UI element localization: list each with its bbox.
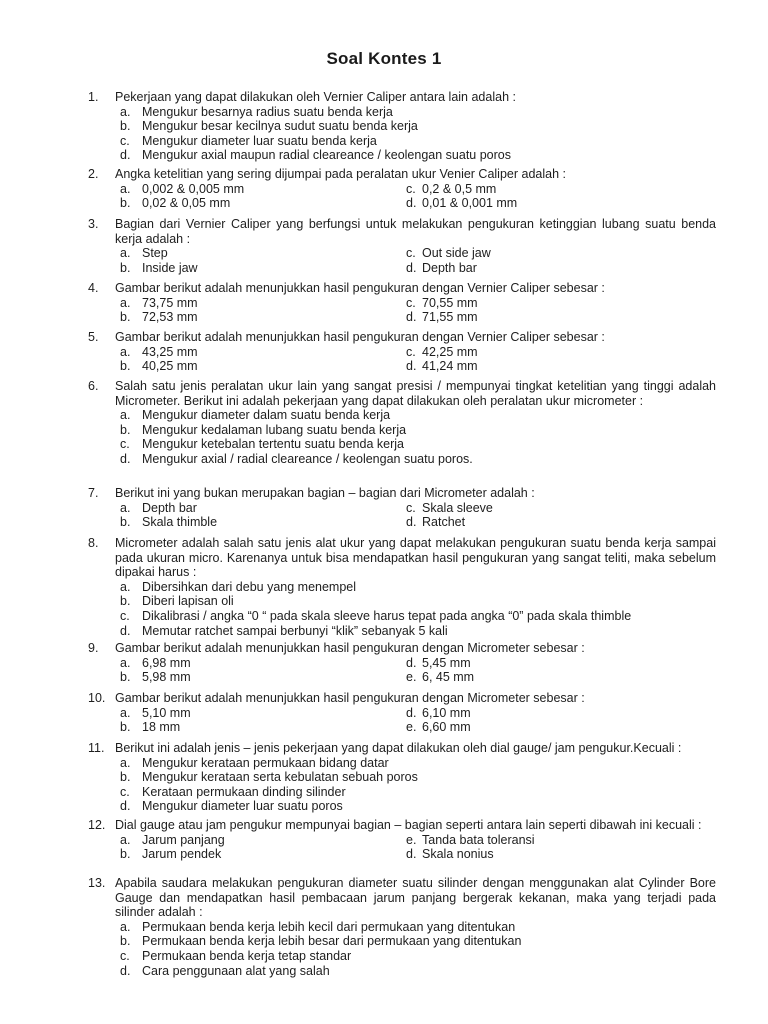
option: c. Kerataan permukaan dinding silinder [120, 784, 346, 799]
option: d. Mengukur diameter luar suatu poros [120, 799, 343, 814]
question-number: 4. [88, 281, 99, 295]
option: a. Permukaan benda kerja lebih kecil dari permukaan yang ditentukan [120, 919, 516, 934]
option: c. Permukaan benda kerja tetap standar [120, 948, 352, 963]
question-4 [88, 281, 716, 325]
question-text: Dial gauge atau jam pengukur mempunyai bagian – bagian seperti antara lain seperti dibawah ini kecuali : [115, 818, 702, 832]
option-row: a. Jarum panjang e. Tanda bata toleransi [120, 832, 535, 847]
question-number: 2. [88, 167, 99, 181]
option: d. Mengukur axial maupun radial cleareance / keolengan suatu poros [120, 148, 511, 163]
question-number: 8. [88, 536, 99, 550]
option: c. Mengukur diameter luar suatu benda kerja [120, 133, 377, 148]
question-number: 12. [88, 818, 106, 832]
question-text: Bagian dari Vernier Caliper yang berfungsi untuk melakukan pengukuran ketinggian lubang suatu benda kerja adalah : [115, 217, 716, 246]
option-row: a. 0,002 & 0,005 mm c. 0,2 & 0,5 mm [120, 181, 497, 196]
option: a. Mengukur diameter dalam suatu benda kerja [120, 408, 391, 423]
option-row: a. Depth bar c. Skala sleeve [120, 500, 493, 515]
option: b. Permukaan benda kerja lebih besar dari permukaan yang ditentukan [120, 934, 522, 949]
question-number: 13. [88, 876, 106, 890]
question-9 [88, 641, 716, 685]
option-row: a. 6,98 mm d. 5,45 mm [120, 655, 471, 670]
question-number: 6. [88, 379, 99, 393]
option-row: a. 5,10 mm d. 6,10 mm [120, 705, 471, 720]
question-number: 7. [88, 486, 99, 500]
option: b. Mengukur besar kecilnya sudut suatu benda kerja [120, 119, 418, 134]
option: d. Memutar ratchet sampai berbunyi “klik” sebanyak 5 kali [120, 623, 448, 638]
option-row: a. 43,25 mm c. 42,25 mm [120, 344, 478, 359]
option-row: b. 5,98 mm e. 6, 45 mm [120, 670, 475, 685]
option-row: b. 40,25 mm d. 41,24 mm [120, 359, 478, 374]
option-row: b. Skala thimble d. Ratchet [120, 515, 466, 530]
question-5 [88, 330, 716, 374]
question-10 [88, 691, 716, 735]
option: a. Mengukur besarnya radius suatu benda kerja [120, 104, 393, 119]
option-row: b. 18 mm e. 6,60 mm [120, 720, 471, 735]
question-12 [88, 818, 716, 862]
question-3 [88, 217, 716, 275]
question-13 [88, 876, 716, 978]
question-text: Gambar berikut adalah menunjukkan hasil pengukuran dengan Vernier Caliper sebesar : [115, 281, 605, 295]
option-row: a. Step c. Out side jaw [120, 246, 491, 261]
question-text: Salah satu jenis peralatan ukur lain yang sangat presisi / mempunyai tingkat ketelitian yang tinggi adalah Micrometer. Berikut ini adalah pekerjaan yang dapat dilakukan oleh peralatan ukur micrometer : [115, 379, 716, 408]
question-number: 5. [88, 330, 99, 344]
option: d. Mengukur axial / radial cleareance / keolengan suatu poros. [120, 451, 473, 466]
question-text: Micrometer adalah salah satu jenis alat ukur yang dapat melakukan pengukuran suatu benda kerja sampai pada ukuran micro. Karenanya untuk bisa mendapatkan hasil pengukuran yang sangat teliti, maka sebelum dipakai harus : [115, 536, 716, 580]
question-text: Gambar berikut adalah menunjukkan hasil pengukuran dengan Micrometer sebesar : [115, 691, 585, 705]
option: a. Mengukur kerataan permukaan bidang datar [120, 755, 389, 770]
question-11 [88, 741, 716, 814]
option-row: b. 72,53 mm d. 71,55 mm [120, 310, 478, 325]
question-number: 10. [88, 691, 106, 705]
question-number: 1. [88, 90, 99, 104]
question-text: Angka ketelitian yang sering dijumpai pada peralatan ukur Venier Caliper adalah : [115, 167, 566, 181]
page-title: Soal Kontes 1 [326, 49, 442, 68]
question-7 [88, 486, 716, 530]
question-6 [88, 379, 716, 467]
option: d. Cara penggunaan alat yang salah [120, 963, 330, 978]
question-text: Apabila saudara melakukan pengukuran diameter suatu silinder dengan menggunakan alat Cylinder Bore Gauge dan mendapatkan hasil pembacaan jarum panjang bergerak kekanan, maka yang terjadi pada silinder adalah : [115, 876, 716, 920]
question-text: Gambar berikut adalah menunjukkan hasil pengukuran dengan Micrometer sebesar : [115, 641, 585, 655]
option-row: a. 73,75 mm c. 70,55 mm [120, 295, 478, 310]
question-text: Berikut ini yang bukan merupakan bagian – bagian dari Micrometer adalah : [115, 486, 535, 500]
option: b. Diberi lapisan oli [120, 594, 234, 609]
option: b. Mengukur kerataan serta kebulatan sebuah poros [120, 770, 418, 785]
question-number: 11. [88, 741, 105, 755]
question-1 [88, 90, 716, 163]
option-row: b. Jarum pendek d. Skala nonius [120, 847, 494, 862]
option: c. Mengukur ketebalan tertentu suatu benda kerja [120, 437, 404, 452]
question-2 [88, 167, 716, 211]
option: b. Mengukur kedalaman lubang suatu benda kerja [120, 422, 407, 437]
question-number: 9. [88, 641, 99, 655]
question-8 [88, 536, 716, 638]
question-text: Gambar berikut adalah menunjukkan hasil pengukuran dengan Vernier Caliper sebesar : [115, 330, 605, 344]
option: c. Dikalibrasi / angka “0 “ pada skala sleeve harus tepat pada angka “0” pada skala thimble [120, 608, 632, 623]
option: a. Dibersihkan dari debu yang menempel [120, 579, 357, 594]
question-text: Pekerjaan yang dapat dilakukan oleh Vernier Caliper antara lain adalah : [115, 90, 516, 104]
question-number: 3. [88, 217, 99, 231]
option-row: b. 0,02 & 0,05 mm d. 0,01 & 0,001 mm [120, 196, 518, 211]
option-row: b. Inside jaw d. Depth bar [120, 260, 477, 275]
question-text: Berikut ini adalah jenis – jenis pekerjaan yang dapat dilakukan oleh dial gauge/ jam pengukur.Kecuali : [115, 741, 682, 755]
